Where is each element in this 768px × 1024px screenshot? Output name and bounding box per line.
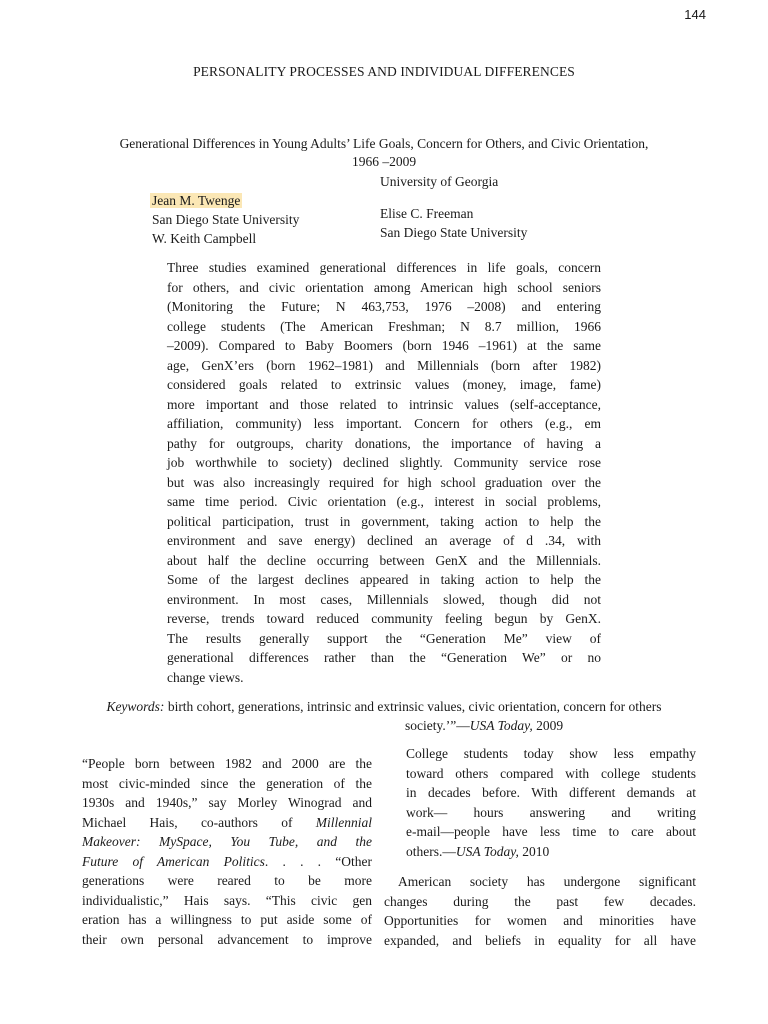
author-name: Elise C. Freeman (380, 206, 474, 221)
keywords-label: Keywords: (106, 699, 165, 714)
abstract-line: for others, and civic orientation among American high school seniors (167, 279, 601, 295)
abstract-line: –2009). Compared to Baby Boomers (born 1946 –1961) at the same (167, 338, 601, 353)
keywords (0, 697, 768, 716)
author-affiliation: San Diego State University (380, 225, 528, 240)
page-number: 144 (684, 7, 706, 22)
abstract-line: environment and save energy) declined an average of d .34, with (167, 533, 601, 548)
abstract-line: considered goals related to extrinsic values (money, image, fame) (167, 377, 601, 392)
author-block-right (380, 204, 527, 242)
abstract-line: change views. (167, 669, 244, 685)
affiliation-top-right: University of Georgia (380, 174, 499, 189)
right-column-body: American society has undergone significant changes during the past few decades. Opportunities for women and minorities have expanded, and beliefs in equality for all have (384, 874, 696, 948)
abstract-line: same time period. Civic orientation (e.g., interest in social problems, (167, 494, 601, 509)
abstract-line: college students (The American Freshman; N 8.7 million, 1966 (167, 318, 601, 334)
abstract (167, 258, 601, 687)
left-column-text: “People born between 1982 and 2000 are the most civic-minded since the generation of the 1930s and 1940s,” say Morley Winograd and Michael Hais, co-authors of Millennial Makeover: MySpace, You Tube, and the Future of American Politics. . . . “Other generations were reared to be more individualistic,” Hais says. “This civic gen eration has a willingness to put aside some of their own personal advancement to improve (82, 756, 372, 947)
abstract-line: affiliation, community) less important. Concern for others (e.g., em (167, 416, 601, 431)
abstract-line: The results generally support the “Generation Me” view of (167, 630, 601, 646)
abstract-line: more important and those related to intrinsic values (self-acceptance, (167, 396, 601, 412)
abstract-line: but was also increasingly required for high school graduation over the (167, 474, 601, 490)
abstract-line: environment. In most cases, Millennials slowed, though did not (167, 591, 601, 607)
right-column-epigraph: College students today show less empathy toward others compared with college students in decades before. With different demands at work— hours answering and writing e-mail—people have less time to care about others.—USA Today, 2010 (406, 746, 696, 859)
abstract-line: age, GenX’ers (born 1962–1981) and Millennials (born after 1982) (167, 357, 601, 373)
abstract-line: reverse, trends toward reduced community feeling begun by GenX. (167, 611, 601, 626)
abstract-line: (Monitoring the Future; N 463,753, 1976 –2008) and entering (167, 299, 601, 314)
abstract-line: generational differences rather than the “Generation We” or no (167, 650, 601, 665)
section-header: PERSONALITY PROCESSES AND INDIVIDUAL DIFFERENCES (193, 64, 575, 79)
abstract-line: political participation, trust in government, taking action to help the (167, 513, 601, 529)
author-name-highlighted: Jean M. Twenge (152, 193, 241, 208)
keywords-text: birth cohort, generations, intrinsic and extrinsic values, civic orientation, concern for others (164, 699, 662, 714)
abstract-line: Three studies examined generational differences in life goals, concern (167, 260, 601, 275)
title-line-1: Generational Differences in Young Adults’ Life Goals, Concern for Others, and Civic Orientation, (119, 136, 649, 151)
author-name: W. Keith Campbell (152, 231, 257, 246)
abstract-line: job worthwhile to society) declined slightly. Community service rose (167, 455, 601, 470)
author-affiliation: San Diego State University (152, 212, 300, 227)
abstract-line: Some of the largest declines appeared in taking action to help the (167, 572, 601, 587)
epigraph-society-line: society.’”—USA Today, 2009 (405, 718, 564, 733)
author-block-left (152, 191, 299, 248)
title-line-2: 1966 –2009 (351, 154, 417, 169)
article-title (60, 135, 708, 171)
abstract-line: pathy for outgroups, charity donations, the importance of having a (167, 435, 601, 451)
abstract-line: about half the decline occurring between GenX and the Millennials. (167, 552, 601, 568)
